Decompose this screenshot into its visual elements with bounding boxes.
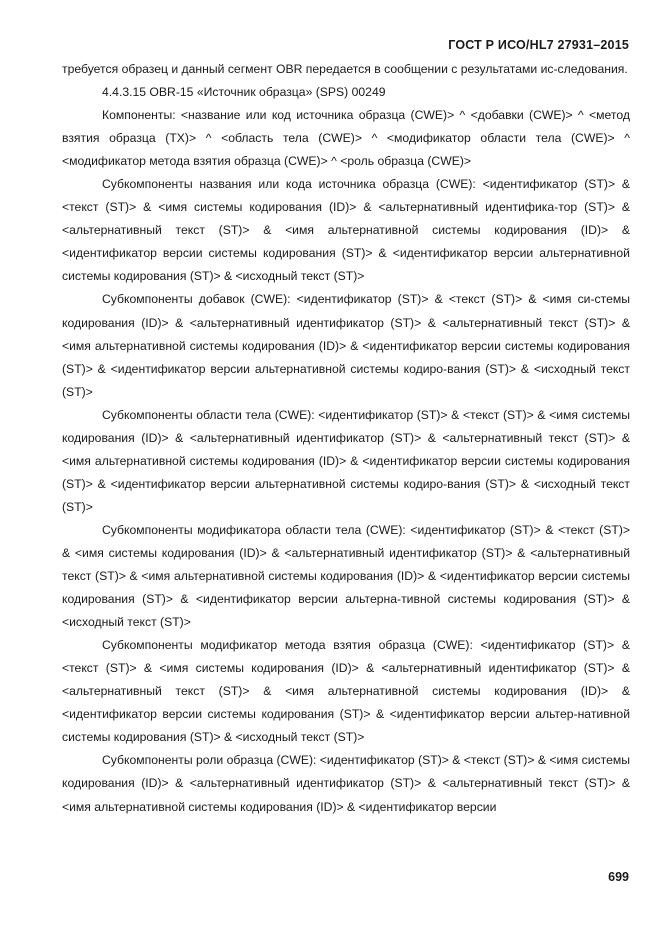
- paragraph-body-site-subcomponents: Субкомпоненты области тела (CWE): <идентификатор (ST)> & <текст (ST)> & <имя системы кодирования (ID)> & <альтернативный идентификатор (ST)> & <альтернативный текст (ST)> & <имя альтернативной системы кодирования (ID)> & <идентификатор версии системы кодирования (ST)> & <идентификатор версии альтернативной системы кодиро-вания (ST)> & <исходный текст (ST)>: [62, 407, 630, 514]
- paragraph-collection-method-modifier-subcomponents: Субкомпоненты модификатор метода взятия образца (CWE): <идентификатор (ST)> & <текст (ST)> & <имя системы кодирования (ID)> & <альтернативный идентификатор (ST)> & <альтернативный текст (ST)> & <имя альтернативной системы кодирования (ID)> & <идентификатор версии системы кодирования (ST)> & <идентификатор версии альтер-нативной системы кодирования (ST)> & <исходный текст (ST)>: [62, 638, 630, 745]
- paragraph-body-site-modifier-subcomponents: Субкомпоненты модификатора области тела (CWE): <идентификатор (ST)> & <текст (ST)> & <имя системы кодирования (ID)> & <альтернативный идентификатор (ST)> & <альтернативный текст (ST)> & <имя альтернативной системы кодирования (ID)> & <идентификатор версии системы кодирования (ST)> & <идентификатор версии альтерна-тивной системы кодирования (ST)> & <исходный текст (ST)>: [62, 522, 630, 630]
- page-number: 699: [608, 870, 629, 884]
- paragraph-continuation: требуется образец и данный сегмент OBR передается в сообщении с результатами ис-следования.: [62, 62, 628, 76]
- body-text: [62, 58, 630, 819]
- paragraph-additives-subcomponents: Субкомпоненты добавок (CWE): <идентификатор (ST)> & <текст (ST)> & <имя си-стемы кодирования (ID)> & <альтернативный идентификатор (ST)> & <альтернативный текст (ST)> & <имя альтернативной системы кодирования (ID)> & <идентификатор версии системы кодирования (ST)> & <идентификатор версии альтернативной системы кодиро-вания (ST)> & <исходный текст (ST)>: [62, 292, 630, 399]
- section-heading: 4.4.3.15 OBR-15 «Источник образца» (SPS) 00249: [102, 85, 386, 100]
- document-header: ГОСТ Р ИСО/HL7 27931–2015: [448, 38, 629, 52]
- paragraph-components: Компоненты: <название или код источника образца (CWE)> ^ <добавки (CWE)> ^ <метод взятия образца (TX)> ^ <область тела (CWE)> ^ <модификатор области тела (CWE)> ^ <модификатор метода взятия образца (CWE)> ^ <роль образца (CWE)>: [62, 108, 630, 169]
- paragraph-specimen-role-subcomponents: Субкомпоненты роли образца (CWE): <идентификатор (ST)> & <текст (ST)> & <имя системы кодирования (ID)> & <альтернативный идентификатор (ST)> & <альтернативный текст (ST)> & <имя альтернативной системы кодирования (ID)> & <идентификатор версии: [62, 753, 631, 814]
- paragraph-source-subcomponents: Субкомпоненты названия или кода источника образца (CWE): <идентификатор (ST)> & <текст (ST)> & <имя системы кодирования (ID)> & <альтернативный идентифика-тор (ST)> & <альтернативный текст (ST)> & <имя альтернативной системы кодирования (ID)> & <идентификатор версии системы кодирования (ST)> & <идентификатор версии альтернативной системы кодирования (ST)> & <исходный текст (ST)>: [62, 177, 630, 284]
